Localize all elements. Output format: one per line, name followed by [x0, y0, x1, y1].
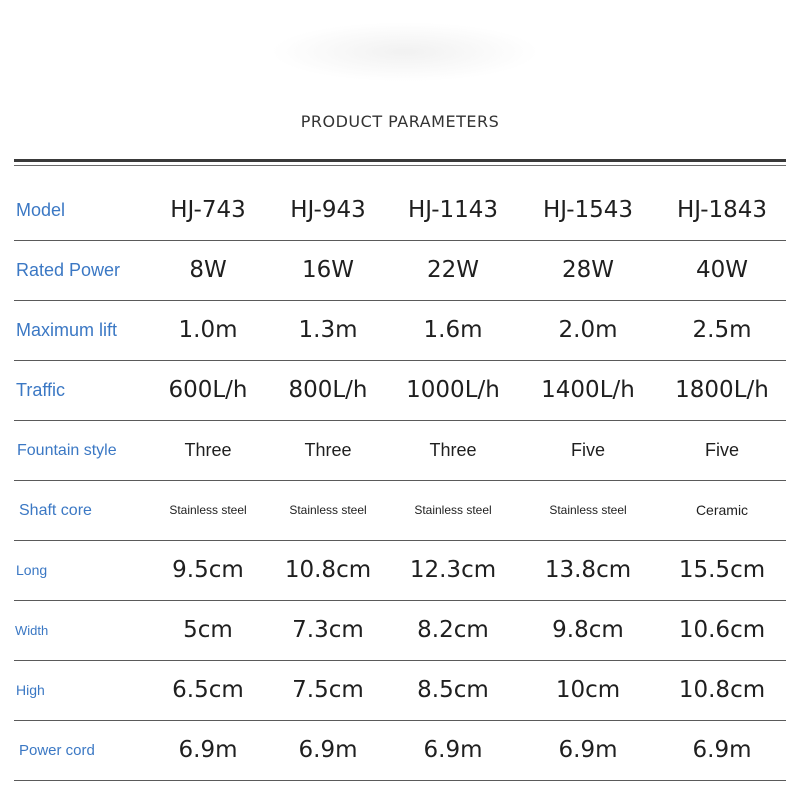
table-cell: 1400L/h	[541, 377, 635, 403]
table-row-shaft-core	[14, 481, 786, 541]
table-cell: HJ-1543	[542, 197, 634, 223]
table-cell: 6.9m	[423, 737, 483, 763]
table-cell: 28W	[561, 257, 614, 283]
row-label: Long	[16, 562, 48, 578]
table-top-rule-thin	[14, 165, 786, 166]
table-cell: 15.5cm	[678, 557, 766, 583]
table-row-power-cord	[14, 721, 786, 781]
row-label: Shaft core	[19, 502, 92, 519]
table-cell: 800L/h	[288, 377, 368, 403]
table-row-width	[14, 601, 786, 661]
table-cell: 1.3m	[298, 317, 358, 343]
table-row-long	[14, 541, 786, 601]
table-cell: 7.3cm	[292, 617, 364, 643]
table-cell: HJ-1143	[407, 197, 499, 223]
table-cell: 600L/h	[168, 377, 248, 403]
table-cell: 40W	[695, 257, 748, 283]
table-cell: 8.2cm	[417, 617, 489, 643]
table-cell: 22W	[426, 257, 479, 283]
table-cell: 2.5m	[692, 317, 752, 343]
table-cell: 16W	[301, 257, 354, 283]
table-cell: 9.8cm	[552, 617, 624, 643]
table-cell: 5cm	[183, 617, 233, 643]
page-title: PRODUCT PARAMETERS	[300, 112, 500, 131]
row-label: Width	[15, 623, 49, 638]
row-label: Model	[16, 200, 66, 220]
table-cell: 1000L/h	[406, 377, 500, 403]
table-cell: Three	[304, 440, 352, 460]
table-cell: 2.0m	[558, 317, 618, 343]
table-cell: 7.5cm	[292, 677, 364, 703]
table-cell: HJ-743	[170, 197, 246, 223]
table-cell: Stainless steel	[414, 503, 492, 517]
table-cell: 6.9m	[558, 737, 618, 763]
row-label: High	[16, 682, 45, 698]
header-image-faded	[270, 22, 540, 82]
table-cell: Three	[429, 440, 477, 460]
table-cell: Ceramic	[695, 502, 749, 518]
table-cell: Three	[184, 440, 232, 460]
table-row-rated-power	[14, 241, 786, 301]
table-cell: Five	[570, 440, 605, 460]
table-cell: 6.9m	[178, 737, 238, 763]
table-cell: HJ-943	[290, 197, 366, 223]
table-cell: 8.5cm	[417, 677, 489, 703]
table-cell: Stainless steel	[289, 503, 367, 517]
table-cell: 1.6m	[423, 317, 483, 343]
table-cell: 8W	[189, 257, 227, 283]
table-cell: 9.5cm	[172, 557, 244, 583]
table-cell: HJ-1843	[676, 197, 768, 223]
table-cell: 6.9m	[298, 737, 358, 763]
table-cell: Stainless steel	[549, 503, 627, 517]
table-top-rule	[14, 159, 786, 162]
table-cell: 6.5cm	[172, 677, 244, 703]
table-row-high	[14, 661, 786, 721]
row-label: Fountain style	[17, 442, 117, 459]
row-label: Rated Power	[16, 260, 121, 280]
table-cell: 10.6cm	[678, 617, 766, 643]
table-cell: 1.0m	[178, 317, 238, 343]
table-cell: 10.8cm	[284, 557, 372, 583]
table-cell: Stainless steel	[169, 503, 247, 517]
table-cell: 12.3cm	[409, 557, 497, 583]
table-cell: 1800L/h	[675, 377, 769, 403]
table-cell: 13.8cm	[544, 557, 632, 583]
table-row-model	[14, 181, 786, 241]
row-label: Maximum lift	[16, 320, 118, 340]
row-label: Traffic	[16, 380, 66, 400]
table-cell: 6.9m	[692, 737, 752, 763]
table-cell: 10cm	[555, 677, 621, 703]
row-label: Power cord	[19, 742, 95, 759]
table-row-traffic	[14, 361, 786, 421]
table-row-maximum-lift	[14, 301, 786, 361]
table-cell: Five	[704, 440, 739, 460]
table-cell: 10.8cm	[678, 677, 766, 703]
table-row-fountain-style	[14, 421, 786, 481]
